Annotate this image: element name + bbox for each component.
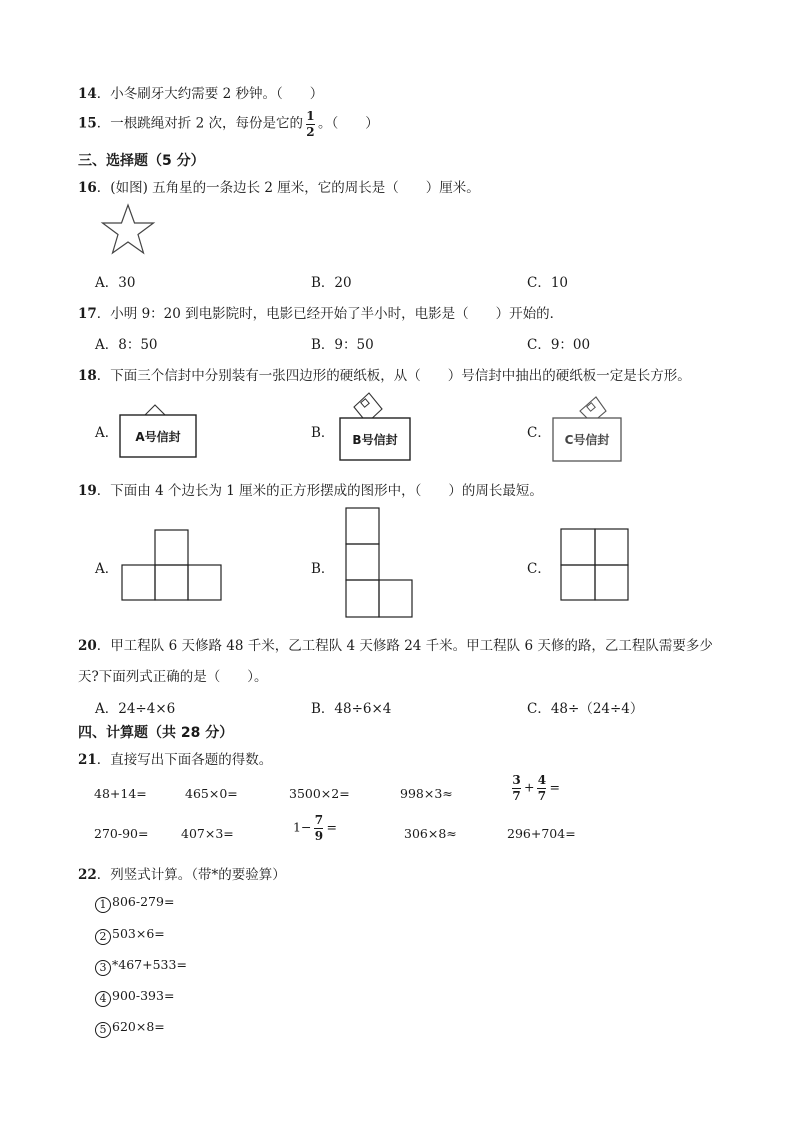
question-number: 21 bbox=[78, 752, 97, 768]
question-number: 18 bbox=[78, 368, 97, 384]
option-b: B． bbox=[311, 561, 335, 577]
option-a: A．8：50 bbox=[95, 337, 158, 353]
option-a: A．30 bbox=[95, 275, 136, 291]
shape-b-l-squares bbox=[344, 506, 416, 620]
whole-number: 1 bbox=[293, 819, 301, 835]
question-text: ．甲工程队 6 天修路 48 千米，乙工程队 4 天修路 24 千米。甲工程队 6 天修的路，乙工程队需要多少 bbox=[96, 638, 713, 654]
calc-item: 465×0= bbox=[185, 786, 238, 801]
expression: *467+533= bbox=[112, 957, 187, 972]
question-17 bbox=[78, 302, 563, 322]
envelope-b-icon bbox=[336, 391, 414, 463]
fraction bbox=[537, 774, 546, 802]
question-text: ．小明 9：20 到电影院时，电影已经开始了半小时，电影是（ ）开始的． bbox=[96, 306, 564, 322]
calc-item: 3500×2= bbox=[289, 786, 350, 801]
option-a: A． bbox=[95, 561, 119, 577]
question-text-tail: 。（ ） bbox=[317, 115, 379, 132]
question-19 bbox=[78, 479, 543, 499]
expression: 806-279= bbox=[112, 894, 175, 909]
fraction bbox=[512, 774, 521, 802]
expression: 503×6= bbox=[112, 926, 165, 941]
question-20-line2: 天?下面列式正确的是（ ）。 bbox=[78, 669, 268, 685]
option-b: B．48÷6×4 bbox=[311, 701, 392, 717]
calc-item: 296+704= bbox=[507, 826, 576, 841]
calc-item: 270-90= bbox=[94, 826, 149, 841]
question-text: ．下面三个信封中分别装有一张四边形的硬纸板，从（ ）号信封中抽出的硬纸板一定是长方形。 bbox=[96, 368, 691, 384]
calc-item: 306×8≈ bbox=[404, 826, 457, 841]
circled-number: 4 bbox=[95, 991, 111, 1007]
question-text: ．小冬刷牙大约需要 2 秒钟。（ ） bbox=[96, 86, 324, 102]
question-20 bbox=[78, 634, 713, 654]
option-c: C．10 bbox=[527, 275, 569, 291]
question-21 bbox=[78, 748, 272, 768]
option-b: B．20 bbox=[311, 275, 352, 291]
envelope-label: B号信封 bbox=[352, 433, 398, 447]
vertical-calc-item bbox=[95, 1019, 165, 1038]
fraction-sum-expression bbox=[509, 774, 560, 802]
question-16 bbox=[78, 176, 480, 196]
fraction-numerator: 1 bbox=[306, 109, 315, 123]
shape-c-square-2x2 bbox=[559, 527, 631, 603]
option-c: C． bbox=[527, 561, 551, 577]
equals: = bbox=[326, 819, 337, 835]
question-number: 19 bbox=[78, 483, 97, 499]
question-text: ．(如图) 五角星的一条边长 2 厘米，它的周长是（ ）厘米。 bbox=[96, 180, 480, 196]
expression: 620×8= bbox=[112, 1019, 165, 1034]
circled-number: 2 bbox=[95, 929, 111, 945]
fraction-denominator: 7 bbox=[537, 788, 547, 803]
question-text: ．直接写出下面各题的得数。 bbox=[96, 752, 273, 768]
option-b: B．9：50 bbox=[311, 337, 374, 353]
question-18 bbox=[78, 364, 691, 384]
option-a: A．24÷4×6 bbox=[95, 701, 176, 717]
question-number: 22 bbox=[78, 867, 97, 883]
question-number: 16 bbox=[78, 180, 97, 196]
operator: + bbox=[524, 779, 535, 795]
fraction-numerator: 4 bbox=[537, 773, 547, 787]
vertical-calc-item bbox=[95, 957, 187, 976]
operator: − bbox=[300, 819, 312, 835]
question-text: ．下面由 4 个边长为 1 厘米的正方形摆成的图形中，（ ）的周长最短。 bbox=[96, 483, 543, 499]
shape-a-t-squares bbox=[120, 528, 224, 604]
question-text: ．一根跳绳对折 2 次，每份是它的 bbox=[96, 115, 303, 132]
vertical-calc-item bbox=[95, 988, 174, 1007]
vertical-calc-item bbox=[95, 926, 165, 945]
option-c: C．9：00 bbox=[527, 337, 591, 353]
envelope-a-icon bbox=[118, 400, 198, 460]
question-number: 17 bbox=[78, 306, 97, 322]
fraction-numerator: 7 bbox=[314, 813, 324, 827]
envelope-label: C号信封 bbox=[564, 433, 610, 447]
option-a: A． bbox=[95, 425, 119, 441]
envelope-c-icon bbox=[550, 393, 624, 463]
question-number: 20 bbox=[78, 638, 97, 654]
envelope-label: A号信封 bbox=[135, 430, 181, 444]
fraction-numerator: 3 bbox=[512, 773, 521, 787]
question-text: ．列竖式计算。（带*的要验算） bbox=[96, 867, 286, 883]
fraction-diff-expression bbox=[293, 814, 337, 842]
circled-number: 3 bbox=[95, 960, 111, 976]
question-number: 14 bbox=[78, 86, 97, 102]
fraction-denominator: 2 bbox=[306, 124, 315, 139]
option-c: C． bbox=[527, 425, 551, 441]
circled-number: 1 bbox=[95, 897, 111, 913]
question-14 bbox=[78, 82, 323, 102]
expression: 900-393= bbox=[112, 988, 175, 1003]
option-b: B． bbox=[311, 425, 335, 441]
question-15 bbox=[78, 110, 379, 138]
option-c: C．48÷（24÷4） bbox=[527, 701, 644, 717]
fraction bbox=[314, 814, 323, 842]
section-title-choice: 三、选择题（5 分） bbox=[78, 153, 205, 169]
fraction-denominator: 7 bbox=[512, 788, 521, 803]
question-22 bbox=[78, 863, 286, 883]
section-title-calc: 四、计算题（共 28 分） bbox=[78, 725, 234, 741]
circled-number: 5 bbox=[95, 1022, 111, 1038]
calc-item: 48+14= bbox=[94, 786, 147, 801]
star-outline-icon bbox=[100, 202, 156, 258]
calc-item: 407×3= bbox=[181, 826, 234, 841]
question-number: 15 bbox=[78, 115, 97, 132]
fraction-denominator: 9 bbox=[314, 828, 324, 843]
equals: = bbox=[549, 779, 560, 795]
vertical-calc-item bbox=[95, 894, 174, 913]
calc-item: 998×3≈ bbox=[400, 786, 453, 801]
fraction-one-half bbox=[306, 110, 315, 138]
